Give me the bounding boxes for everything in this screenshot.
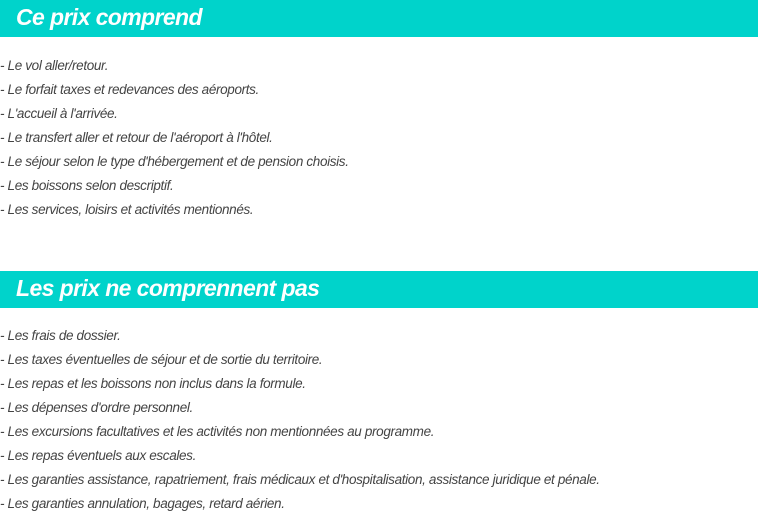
list-item: - Les garanties assistance, rapatriement, frais médicaux et d'hospitalisation, assistance juridique et pénale. bbox=[0, 472, 600, 487]
section-title: Les prix ne comprennent pas bbox=[16, 275, 320, 301]
section-header-excluded bbox=[0, 271, 758, 308]
list-item: - Le forfait taxes et redevances des aéroports. bbox=[0, 82, 259, 97]
list-item: - Les repas éventuels aux escales. bbox=[0, 448, 196, 463]
list-item: - Les boissons selon descriptif. bbox=[0, 178, 174, 193]
list-item: - Les repas et les boissons non inclus dans la formule. bbox=[0, 376, 306, 391]
list-item: - Les frais de dossier. bbox=[0, 328, 121, 343]
excluded-list bbox=[0, 324, 600, 516]
list-item: - Le vol aller/retour. bbox=[0, 58, 109, 73]
list-item: - Le séjour selon le type d'hébergement et de pension choisis. bbox=[0, 154, 349, 169]
included-list bbox=[0, 54, 349, 222]
section-header-included bbox=[0, 0, 758, 37]
list-item: - Les excursions facultatives et les activités non mentionnées au programme. bbox=[0, 424, 435, 439]
section-title: Ce prix comprend bbox=[16, 4, 202, 30]
list-item: - Les garanties annulation, bagages, retard aérien. bbox=[0, 496, 285, 511]
list-item: - Les dépenses d'ordre personnel. bbox=[0, 400, 193, 415]
list-item: - Les taxes éventuelles de séjour et de sortie du territoire. bbox=[0, 352, 323, 367]
list-item: - Les services, loisirs et activités mentionnés. bbox=[0, 202, 254, 217]
list-item: - L'accueil à l'arrivée. bbox=[0, 106, 118, 121]
list-item: - Le transfert aller et retour de l'aéroport à l'hôtel. bbox=[0, 130, 273, 145]
